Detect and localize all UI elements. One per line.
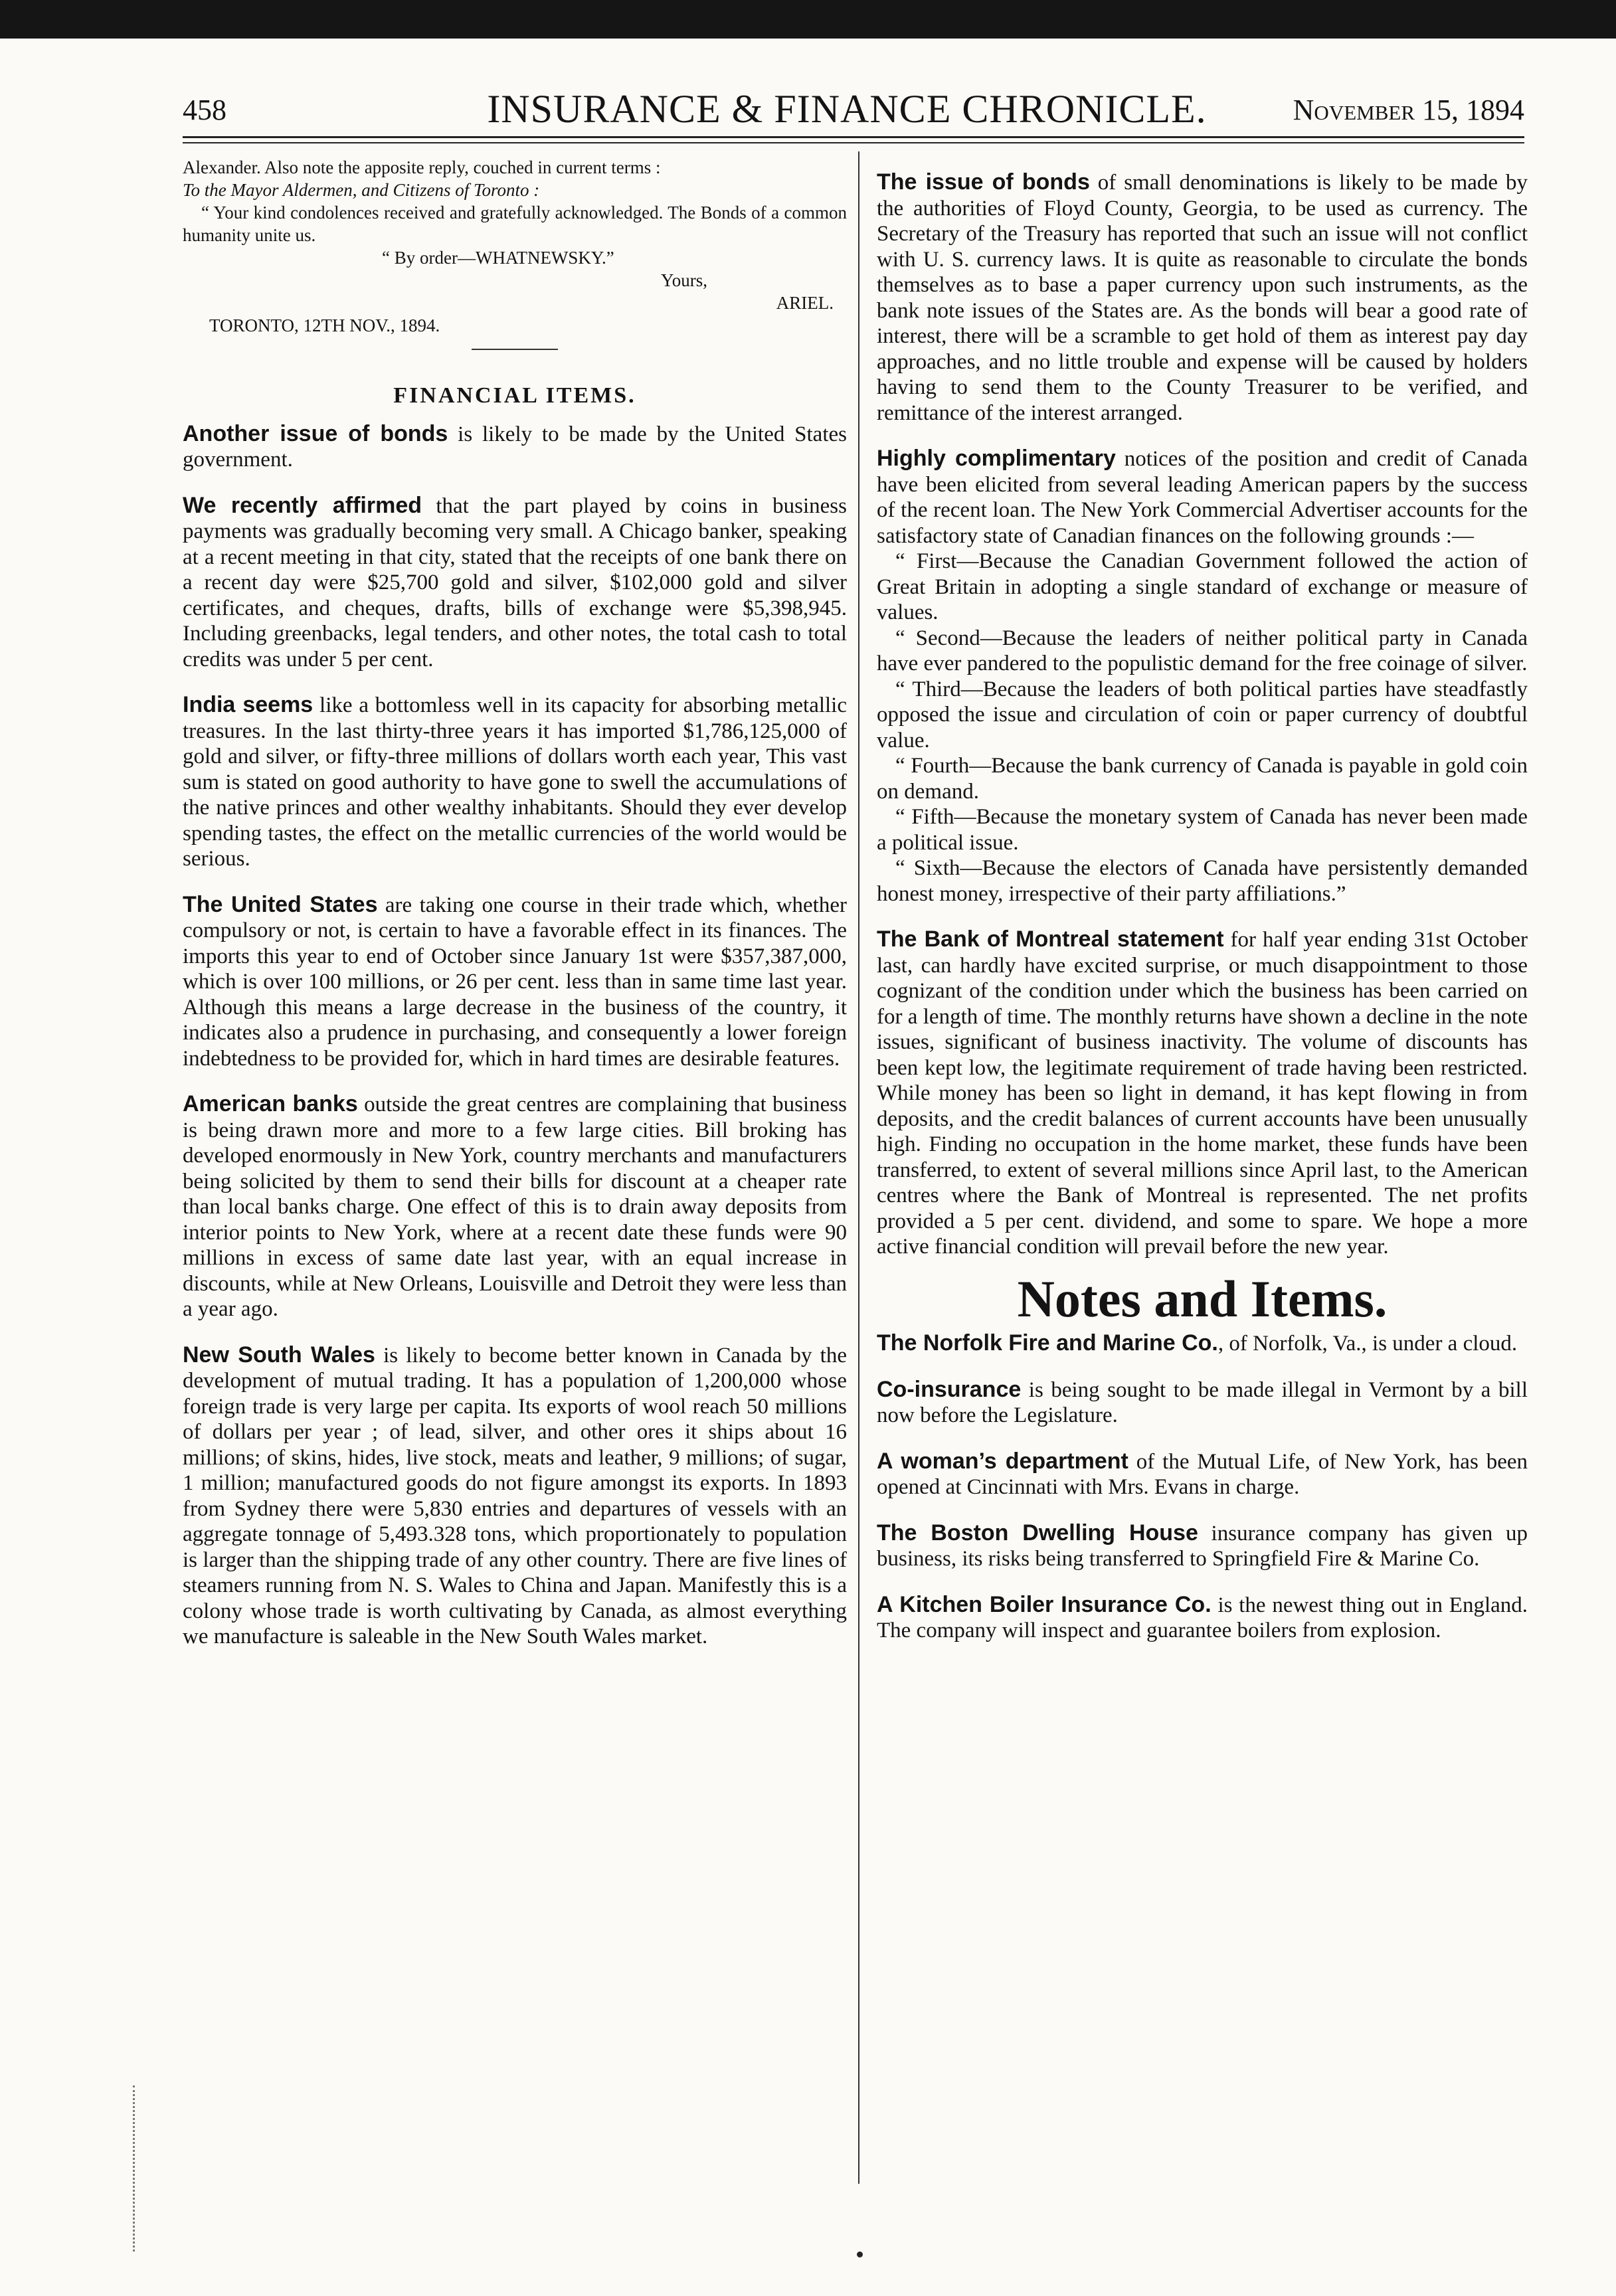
note-norfolk bbox=[877, 1330, 1528, 1357]
item-text: of small denominations is likely to be made by the authorities of Floyd County, Georgia, to be used as currency. The Secretary of the Treasury has reported that such an issue will not conflict with U. S. currency laws. It is quite as reasonable to circulate the bonds themselves as to base a paper currency upon such instruments, as the bank note issues of the States are. As the bonds will bear a good rate of interest, there will be a scramble to get hold of them as interest pay day approaches, and no little trouble and expense will be caused by holders having to send them to the County Treasurer to be verified, and remittance of the interest arranged. bbox=[877, 171, 1528, 425]
letter-message: “ Your kind condolences received and gratefully acknowledged. The Bonds of a common humanity unite us. bbox=[183, 203, 847, 245]
item-text: is being sought to be made illegal in Vermont by a bill now before the Legislature. bbox=[877, 1377, 1528, 1427]
issue-date: November 15, 1894 bbox=[1293, 94, 1524, 126]
publication-title: INSURANCE & FINANCE CHRONICLE. bbox=[487, 87, 1207, 131]
ground-third: “ Third—Because the leaders of both political parties have steadfastly opposed the issue and circulation of coin or paper currency of doubtful value. bbox=[877, 677, 1528, 752]
item-text: notices of the position and credit of Canada have been elicited from several leading American papers by the success of the recent loan. The New York Commercial Advertiser accounts for the satisfactory state of Canadian finances on the following grounds :— bbox=[877, 447, 1528, 548]
page-number: 458 bbox=[183, 94, 226, 126]
letter-signature: ARIEL. bbox=[776, 293, 834, 313]
item-lead: The Norfolk Fire and Marine Co. bbox=[877, 1330, 1218, 1356]
ground-first: “ First—Because the Canadian Government followed the action of Great Britain in adopting a single standard of exchange or measure of values. bbox=[877, 549, 1528, 624]
section-heading-financial-items: FINANCIAL ITEMS. bbox=[393, 383, 636, 408]
ground-second: “ Second—Because the leaders of neither political party in Canada have ever pandered to the populistic demand for the free coinage of silver. bbox=[877, 626, 1528, 675]
letter-addressee: To the Mayor Aldermen, and Citizens of Toronto : bbox=[183, 180, 540, 200]
item-text: that the part played by coins in business payments was gradually becoming very small. A Chicago banker, speaking at a recent meeting in that city, stated that the receipts of one bank there on a recent day were $25,700 gold and silver, $102,000 gold and silver certificates, and cheques, drafts, bills of exchange were $5,398,945. Including greenbacks, legal tenders, and other notes, the total cash to total credits was under 5 per cent. bbox=[183, 493, 847, 671]
letter-block bbox=[183, 156, 847, 350]
item-text: , of Norfolk, Va., is under a cloud. bbox=[1217, 1332, 1518, 1356]
item-united-states bbox=[183, 892, 847, 1072]
item-lead: Co-insurance bbox=[877, 1376, 1022, 1402]
scan-speck bbox=[857, 2252, 863, 2257]
item-text: outside the great centres are complaining that business is being drawn more and more to a few large cities. Bill broking has developed enormously in New York, country merchants and manufacturers being solicited by them to send their bills for discount at a cheaper rate than local banks charge. One effect of this is to drain away deposits from interior points to New York, where at a recent date these funds were 90 millions in excess of same date last year, with an equal increase in discounts, while at New Orleans, Louisville and Detroit they were less than a year ago. bbox=[183, 1093, 847, 1321]
item-american-banks bbox=[183, 1091, 847, 1322]
item-lead: Highly complimentary bbox=[877, 446, 1116, 471]
item-text: for half year ending 31st October last, can hardly have excited surprise, or much disappointment to those cognizant of the condition under which the business has been carried on for a length of time. The monthly returns have shown a decline in the note issues, significant of business inactivity. The volume of discounts has been kept low, the legitimate requirement of trade having been restricted. While money has been so light in demand, it has kept flowing in from deposits, and the credit balances of current accounts have been unusually high. Finding no occupation in the home market, these funds have been transferred, to extent of several millions since April last, to the American centres where the Bank of Montreal is represented. The net profits provided a 5 per cent. dividend, and some to spare. We hope a more active financial condition will prevail before the new year. bbox=[877, 928, 1528, 1259]
item-lead: American banks bbox=[183, 1091, 358, 1116]
item-floyd-county-bonds bbox=[877, 169, 1528, 426]
ground-fourth: “ Fourth—Because the bank currency of Canada is payable in gold coin on demand. bbox=[877, 754, 1528, 804]
header-rule bbox=[183, 136, 1524, 143]
item-lead: New South Wales bbox=[183, 1342, 375, 1368]
item-india bbox=[183, 692, 847, 872]
note-kitchen-boiler bbox=[877, 1592, 1528, 1644]
letter-by-order: “ By order—WHATNEWSKY.” bbox=[382, 248, 614, 268]
note-boston-dwelling bbox=[877, 1520, 1528, 1572]
item-text: is likely to become better known in Canada by the development of mutual trading. It has a population of 1,200,000 whose foreign trade is very large per capita. Its exports of wool reach 50 millions of dollars per year ; of lead, silver, and other ores it ships about 16 millions; of skins, hides, live stock, meats and leather, 9 millions; of sugar, 1 million; manufactured goods do not figure amongst its exports. In 1893 from Sydney there were 5,830 entries and departures of vessels with an aggregate tonnage of 5,493.328 tons, which proportionately to population is larger than the shipping trade of any other country. There are five lines of steamers running from N. S. Wales to China and Japan. Manifestly this is a colony whose trade is worth cultivating by Canada, as almost everything we manufacture is saleable in the New South Wales market. bbox=[183, 1343, 847, 1648]
item-lead: India seems bbox=[183, 692, 314, 717]
item-lead: A woman’s department bbox=[877, 1448, 1128, 1474]
item-lead: The Boston Dwelling House bbox=[877, 1520, 1198, 1545]
item-lead: A Kitchen Boiler Insurance Co. bbox=[877, 1591, 1212, 1617]
scan-top-border bbox=[0, 0, 1616, 39]
right-column bbox=[877, 169, 1528, 1664]
item-new-south-wales bbox=[183, 1342, 847, 1650]
item-text: is the newest thing out in England. The company will inspect and guarantee boilers from explosion. bbox=[877, 1593, 1528, 1642]
section-heading-notes-and-items: Notes and Items. bbox=[1017, 1269, 1388, 1328]
letter-intro: Alexander. Also note the apposite reply, couched in current terms : bbox=[183, 157, 661, 177]
item-lead: The Bank of Montreal statement bbox=[877, 927, 1224, 952]
item-lead: The issue of bonds bbox=[877, 169, 1090, 195]
item-lead: Another issue of bonds bbox=[183, 420, 448, 446]
letter-yours: Yours, bbox=[661, 270, 708, 290]
scan-margin-specks bbox=[133, 2085, 137, 2252]
item-bank-of-montreal bbox=[877, 927, 1528, 1260]
item-text: insurance company has given up business, its risks being transferred to Springfield Fire & Marine Co. bbox=[877, 1521, 1528, 1571]
item-bonds-issue bbox=[183, 421, 847, 473]
left-column bbox=[183, 156, 847, 1670]
column-divider bbox=[858, 151, 859, 2184]
letter-place-date: TORONTO, 12TH NOV., 1894. bbox=[209, 315, 440, 335]
ground-sixth: “ Sixth—Because the electors of Canada have persistently demanded honest money, irrespective of their party affiliations.” bbox=[877, 856, 1528, 906]
item-lead: We recently affirmed bbox=[183, 492, 422, 518]
item-text: like a bottomless well in its capacity for absorbing metallic treasures. In the last thirty-three years it has imported $1,786,125,000 of gold and silver, or fifty-three millions of dollars worth each year, This vast sum is stated on good authority to have gone to swell the accumulations of the native princes and other wealthy inhabitants. Should they ever develop spending tastes, the effect on the metallic currencies of the world would be serious. bbox=[183, 693, 847, 871]
ground-fifth: “ Fifth—Because the monetary system of Canada has never been made a political issue. bbox=[877, 805, 1528, 855]
item-text: of the Mutual Life, of New York, has been opened at Cincinnati with Mrs. Evans in charge. bbox=[877, 1449, 1528, 1499]
item-coins-payments bbox=[183, 493, 847, 673]
note-womans-department bbox=[877, 1449, 1528, 1500]
item-text: are taking one course in their trade which, whether compulsory or not, is certain to have a favorable effect in its finances. The imports this year to end of October since January 1st were $357,387,000, which is over 100 millions, or 26 per cent. less than in same time last year. Although this means a large decrease in the business of the country, it indicates also a prudence in purchasing, and consequently a lower foreign indebtedness to be provided for, which in hard times are desirable features. bbox=[183, 893, 847, 1071]
note-coinsurance bbox=[877, 1377, 1528, 1429]
item-canada-credit bbox=[877, 446, 1528, 907]
item-lead: The United States bbox=[183, 891, 378, 917]
separator-rule bbox=[472, 349, 558, 350]
credit-intro bbox=[877, 446, 1528, 549]
item-text: is likely to be made by the United States government. bbox=[183, 422, 847, 472]
